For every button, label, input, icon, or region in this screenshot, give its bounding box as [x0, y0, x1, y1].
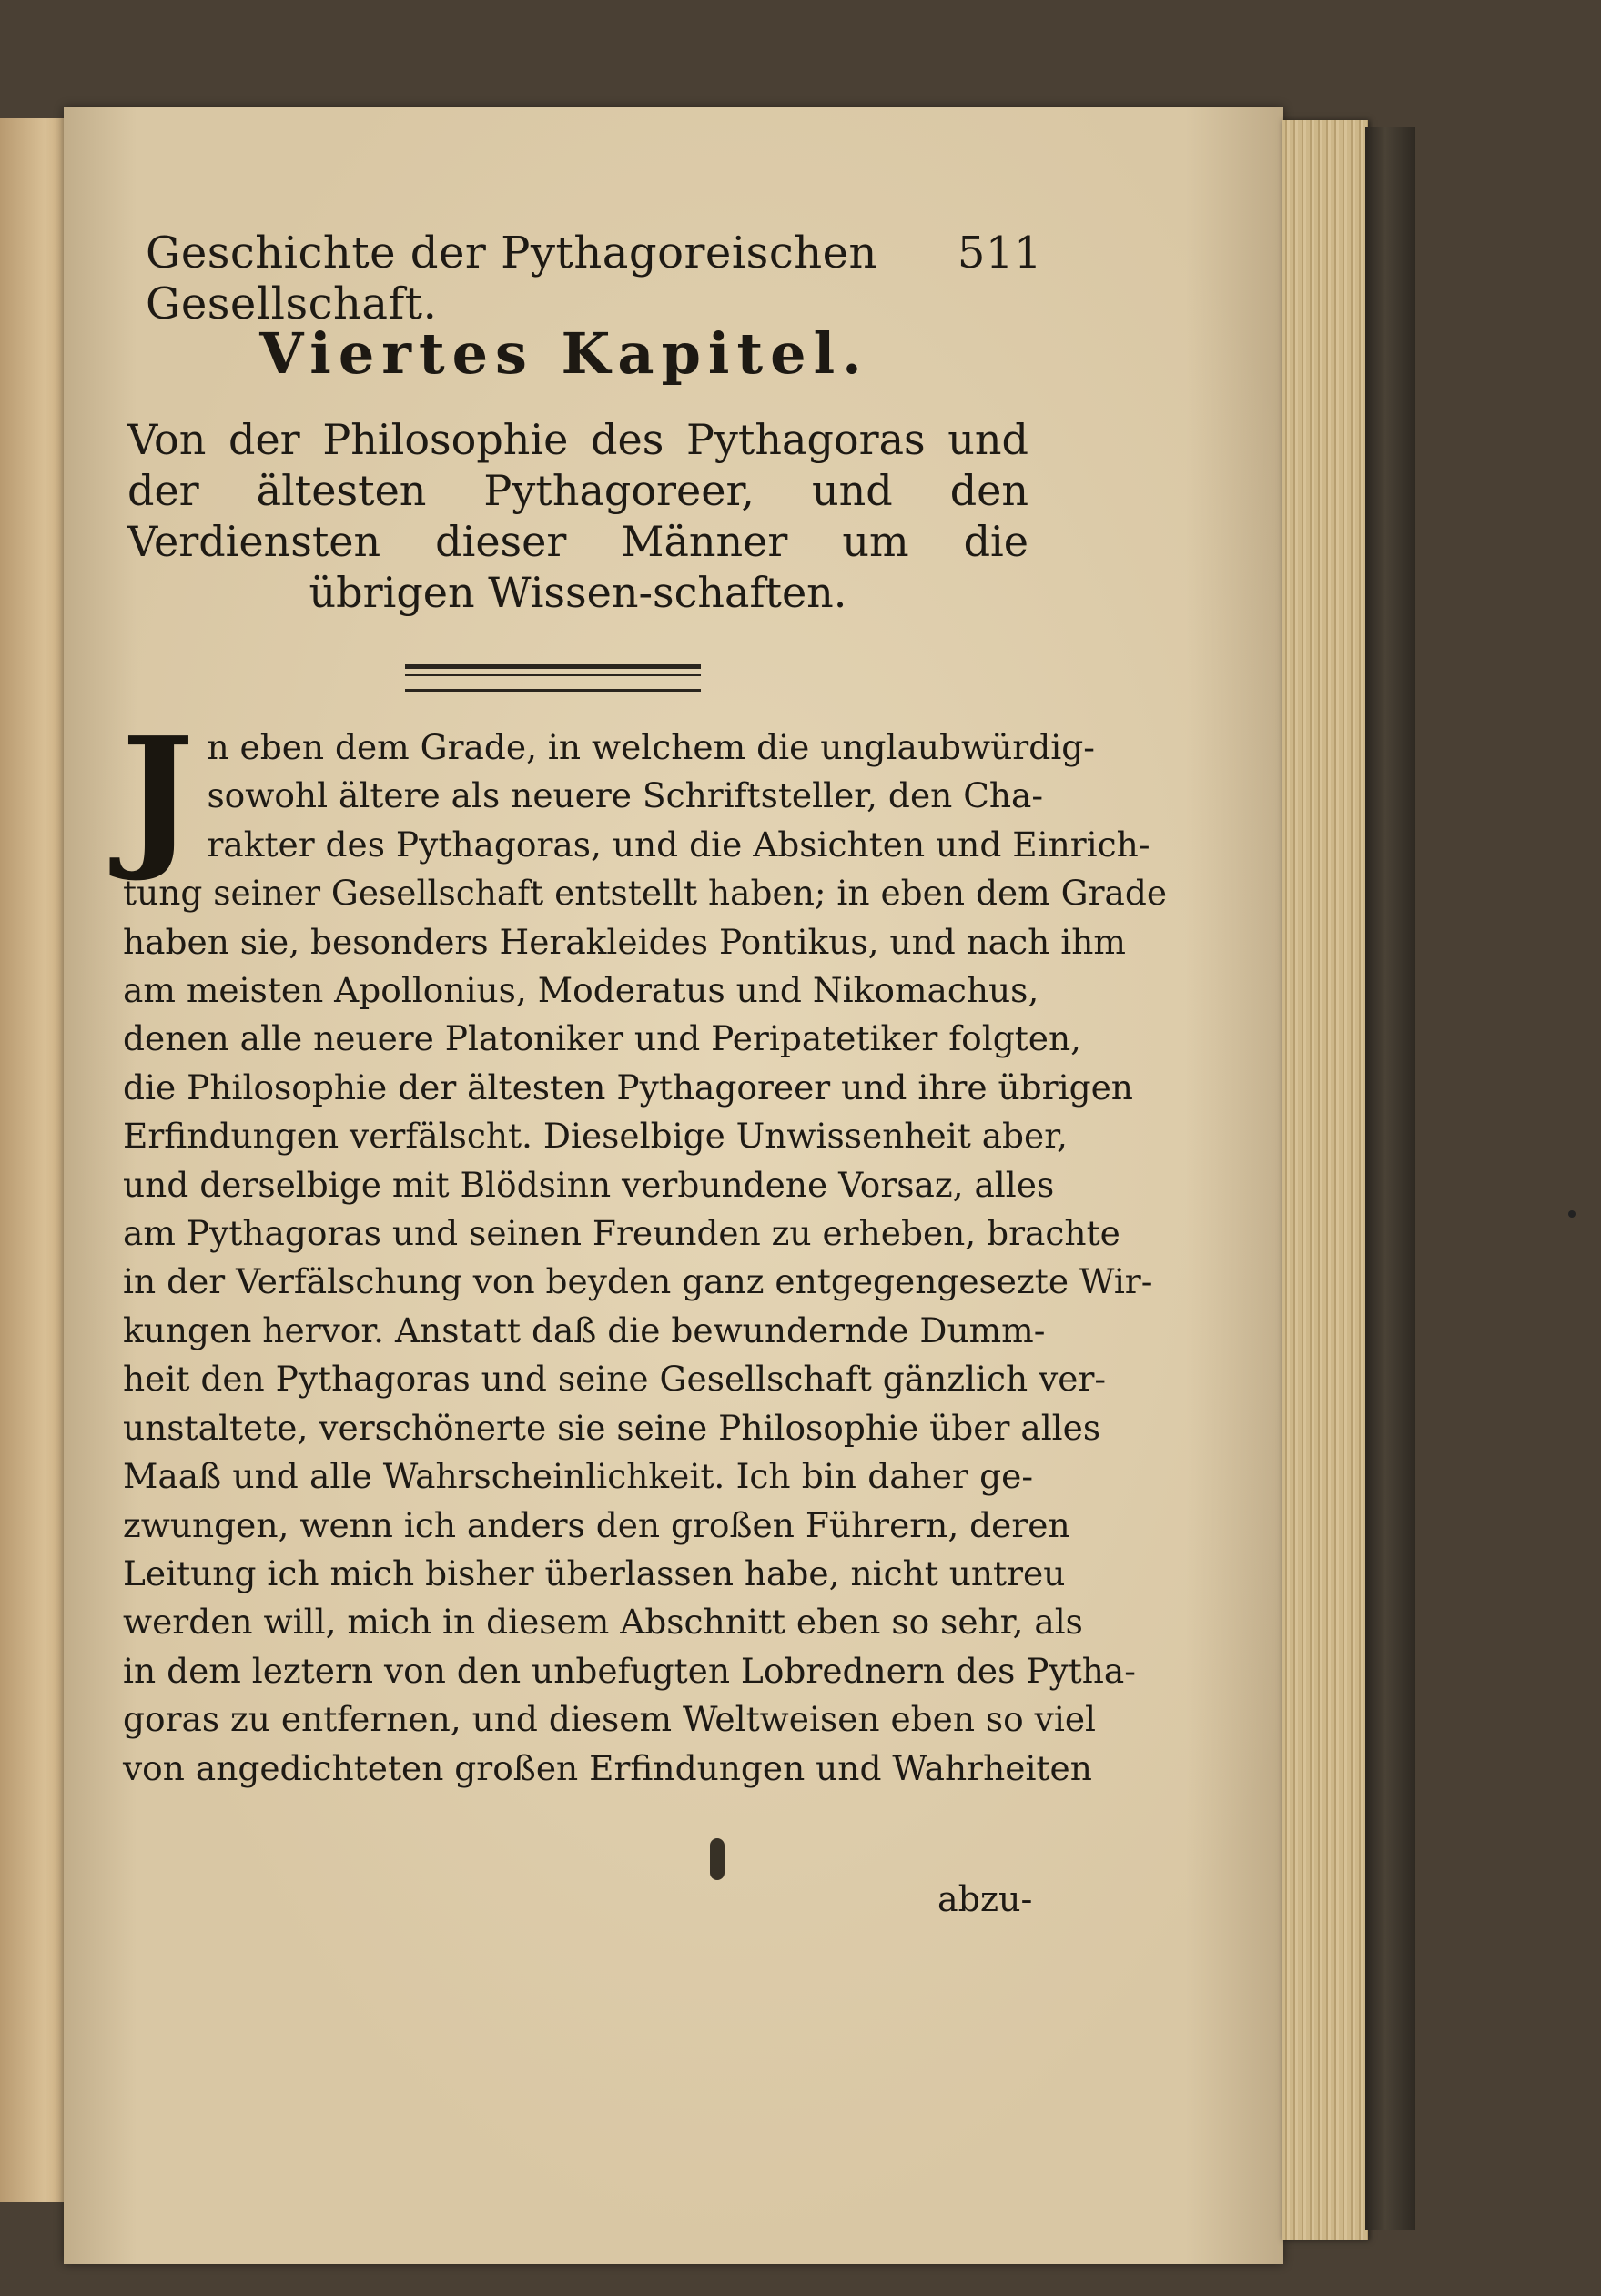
body-line: rakter des Pythagoras, und die Absichten und Einrich- [207, 824, 1150, 865]
body-line: Erfindungen verfälscht. Dieselbige Unwissenheit aber, [123, 1116, 1068, 1157]
body-line: kungen hervor. Anstatt daß die bewundernde Dumm- [123, 1310, 1046, 1350]
catchword: abzu- [937, 1879, 1033, 1919]
section-divider [405, 664, 701, 692]
drop-cap-initial: J [121, 703, 195, 885]
body-line: haben sie, besonders Herakleides Pontikus, und nach ihm [123, 921, 1126, 962]
page-block-edges [1282, 120, 1368, 2240]
body-line: zwungen, wenn ich anders den großen Führern, deren [123, 1504, 1070, 1545]
book-cover-board [1365, 127, 1415, 2230]
stray-mark [1568, 1210, 1576, 1218]
ink-smudge [710, 1838, 725, 1880]
running-head [146, 228, 1042, 329]
chapter-heading: Viertes Kapitel. [259, 320, 869, 387]
body-line: unstaltete, verschönerte sie seine Philosophie über alles [123, 1407, 1101, 1448]
body-line: denen alle neuere Platoniker und Peripatetiker folgten, [123, 1018, 1082, 1059]
body-line: Leitung ich mich bisher überlassen habe, nicht untreu [123, 1553, 1066, 1593]
body-line: die Philosophie der ältesten Pythagoreer und ihre übrigen [123, 1067, 1133, 1108]
body-line: tung seiner Gesellschaft entstellt haben; in eben dem Grade [123, 873, 1168, 914]
running-head-title: Geschichte der Pythagoreischen Gesellschaft. [146, 228, 877, 329]
body-line: goras zu entfernen, und diesem Weltweisen eben so viel [123, 1699, 1097, 1740]
body-line: am meisten Apollonius, Moderatus und Nikomachus, [123, 970, 1039, 1011]
body-line: am Pythagoras und seinen Freunden zu erheben, brachte [123, 1213, 1120, 1254]
body-line: heit den Pythagoras und seine Gesellschaft gänzlich ver- [123, 1359, 1107, 1400]
body-line: werden will, mich in diesem Abschnitt eben so sehr, als [123, 1602, 1083, 1643]
body-line: und derselbige mit Blödsinn verbundene Vorsaz, alles [123, 1164, 1055, 1205]
body-text [121, 703, 1168, 1793]
body-line: von angedichteten großen Erfindungen und Wahrheiten [123, 1747, 1092, 1788]
body-line: n eben dem Grade, in welchem die unglaubwürdig- [207, 727, 1095, 767]
chapter-subtitle: Von der Philosophie des Pythagoras und der ältesten Pythagoreer, und den Verdiensten dieser Männer um die übrigen Wissen-schaften. [127, 415, 1028, 617]
body-line: in der Verfälschung von beyden ganz entgegengesezte Wir- [123, 1261, 1153, 1302]
body-line: sowohl ältere als neuere Schriftsteller, den Cha- [207, 775, 1044, 816]
body-line: Maaß und alle Wahrscheinlichkeit. Ich bin daher ge- [123, 1456, 1033, 1497]
page-number: 511 [957, 228, 1042, 278]
body-line: in dem leztern von den unbefugten Lobrednern des Pytha- [123, 1650, 1136, 1691]
